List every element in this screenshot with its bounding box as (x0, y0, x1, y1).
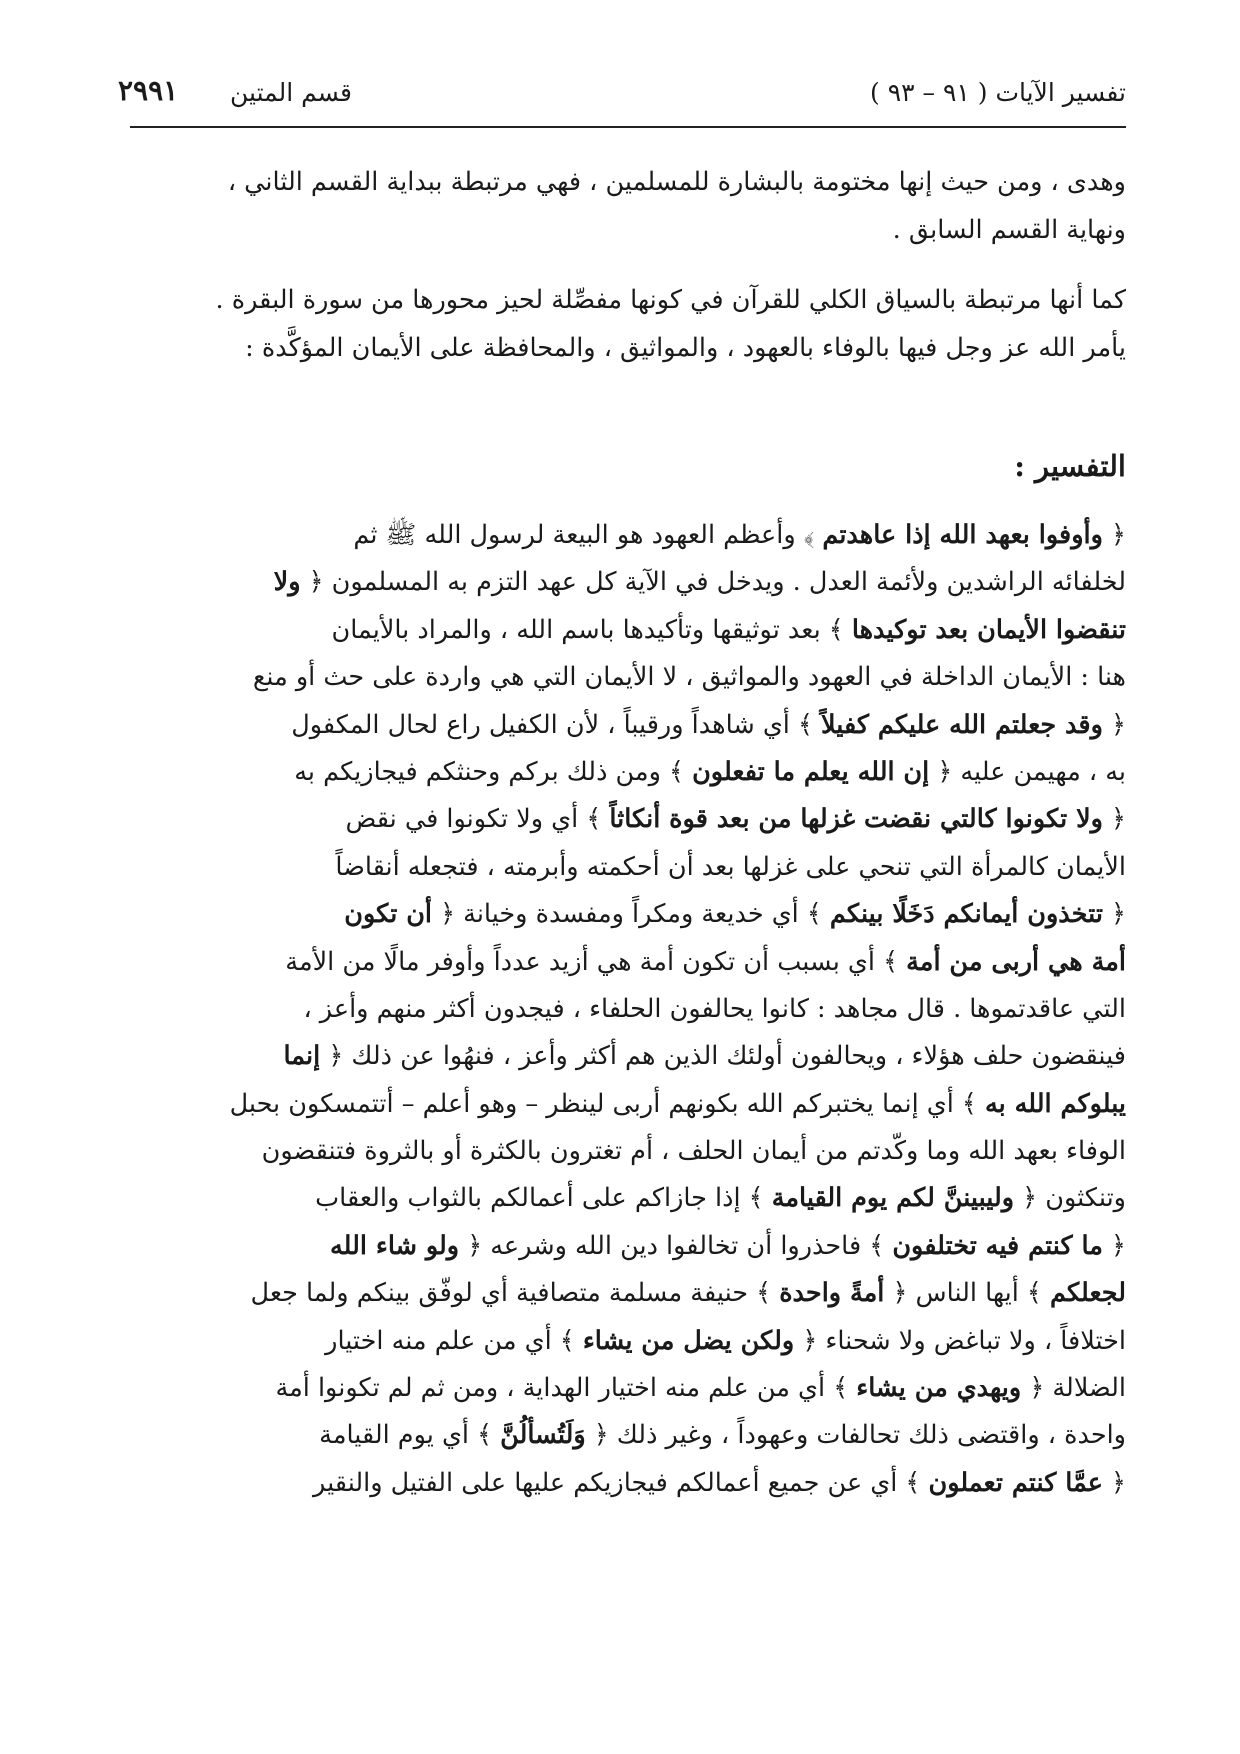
commentary-text: فينقضون حلف هؤلاء ، ويحالفون أولئك الذين هم أكثر وأعز ، فنهُوا عن ذلك ﴿ (320, 1041, 1126, 1072)
commentary-text: به ، مهيمن عليه ﴿ (929, 756, 1126, 787)
quran-text: ويهدي من يشاء (856, 1373, 1022, 1404)
commentary-text: هنا : الأيمان الداخلة في العهود والمواثيق ، لا الأيمان التي هي واردة على حث أو منع (252, 662, 1126, 693)
commentary-text: ﴾ أي عن جميع أعمالكم فيجازيكم عليها على الفتيل والنقير (313, 1467, 929, 1498)
text-line (118, 1128, 1126, 1175)
quran-text: إن الله يعلم ما تفعلون (692, 756, 930, 787)
text-line (118, 702, 1126, 749)
commentary-text: لخلفائه الراشدين ولأئمة العدل . ويدخل في الآية كل عهد التزم به المسلمون ﴿ (300, 567, 1126, 598)
text-line (118, 1365, 1126, 1412)
quran-text: وليبيننَّ لكم يوم القيامة (771, 1183, 1015, 1214)
commentary-text: ﴾ أيها الناس ﴿ (884, 1278, 1050, 1309)
commentary-text: الوفاء بعهد الله وما وكّدتم من أيمان الحلف ، أم تغترون بالكثرة أو بالثروة فتنقضون (261, 1136, 1126, 1167)
commentary-text: واحدة ، واقتضى ذلك تحالفات وعهوداً ، وغير ذلك ﴿ (585, 1420, 1126, 1451)
text-line (118, 986, 1126, 1033)
text-line (118, 1412, 1126, 1459)
quran-text: عمَّا كنتم تعملون (928, 1467, 1103, 1498)
text-line (118, 512, 1126, 559)
commentary-text: ﴾ أي شاهداً ورقيباً ، لأن الكفيل راع لحال المكفول (291, 709, 822, 740)
commentary-text: التي عاقدتموها . قال مجاهد : كانوا يحالفون الحلفاء ، فيجدون أكثر منهم وأعز ، (303, 993, 1126, 1024)
text-line (118, 749, 1126, 796)
text-line (118, 1460, 1126, 1507)
tafsir-body (118, 512, 1126, 1507)
commentary-text: ﴿ (1102, 1467, 1126, 1498)
commentary-text: وتنكثون ﴿ (1014, 1183, 1126, 1214)
commentary-text: ﴾ أي من علم منه اختيار (325, 1325, 583, 1356)
commentary-text: ﴾ أي إنما يختبركم الله بكونهم أربى لينظر – وهو أعلم – أتتمسكون بحبل (229, 1088, 985, 1119)
text-line (118, 844, 1126, 891)
text-line: وهدى ، ومن حيث إنها مختومة بالبشارة للمسلمين ، فهي مرتبطة ببداية القسم الثاني ، (227, 167, 1126, 197)
commentary-text: ﴾ أي ولا تكونوا في نقض (345, 804, 610, 835)
text-line (118, 1270, 1126, 1317)
text-line (118, 1175, 1126, 1222)
commentary-text: اختلافاً ، ولا تباغض ولا شحناء ﴿ (794, 1325, 1126, 1356)
text-line (118, 607, 1126, 654)
text-line (118, 654, 1126, 701)
quran-text: تتخذون أيمانكم دَخَلًا بينكم (829, 899, 1103, 930)
quran-text: أن تكون (344, 899, 433, 930)
commentary-text: ﴾ أي يوم القيامة (319, 1420, 501, 1451)
commentary-text: ﴿ (1102, 520, 1126, 550)
quran-text: وقد جعلتم الله عليكم كفيلاً (821, 709, 1103, 740)
text-line (118, 1033, 1126, 1080)
commentary-text: ﴾ إذا جازاكم على أعمالكم بالثواب والعقاب (315, 1183, 772, 1214)
quran-text: ولو شاء الله (330, 1230, 460, 1261)
commentary-text: ﴿ (1102, 804, 1126, 835)
text-line (118, 1223, 1126, 1270)
text-line (118, 891, 1126, 938)
page-header (118, 72, 1126, 124)
text-line (118, 796, 1126, 843)
text-line: ونهاية القسم السابق . (892, 215, 1126, 245)
quran-text: ولا تكونوا كالتي نقضت غزلها من بعد قوة أنكاثاً (609, 804, 1103, 835)
quran-text: وأوفوا بعهد الله إذا عاهدتم (822, 520, 1103, 550)
commentary-text: الضلالة ﴿ (1021, 1373, 1126, 1404)
quran-text: تنقضوا الأيمان بعد توكيدها (851, 614, 1126, 645)
text-line (118, 939, 1126, 986)
text-line (118, 1318, 1126, 1365)
commentary-text: ﴾ أي خديعة ومكراً ومفسدة وخيانة ﴿ (432, 899, 830, 930)
text-line (118, 1081, 1126, 1128)
commentary-text: ﴿ (1102, 1230, 1126, 1261)
commentary-text: ﴿ (1102, 899, 1126, 930)
commentary-text: ﴾ وأعظم العهود هو البيعة لرسول الله ﷺ ثم (353, 520, 823, 550)
commentary-text: ﴾ فاحذروا أن تخالفوا دين الله وشرعه ﴿ (459, 1230, 893, 1261)
quran-text: وَلَتُسألُنَّ (500, 1420, 586, 1451)
quran-text: إنما (283, 1041, 321, 1072)
section-heading: التفسير : (1014, 449, 1126, 483)
quran-text: ولكن يضل من يشاء (582, 1325, 795, 1356)
page-number: ٢٩٩١ (118, 74, 179, 107)
text-line (118, 559, 1126, 606)
running-title: تفسير الآيات ( ٩١ – ٩٣ ) (870, 78, 1126, 107)
commentary-text: الأيمان كالمرأة التي تنحي على غزلها بعد أن أحكمته وأبرمته ، فتجعله أنقاضاً (335, 851, 1126, 882)
commentary-text: ﴾ حنيفة مسلمة متصافية أي لوفّق بينكم ولما جعل (250, 1278, 780, 1309)
section-title: قسم المتين (230, 78, 352, 107)
quran-text: ما كنتم فيه تختلفون (892, 1230, 1103, 1261)
quran-text: لجعلكم (1049, 1278, 1126, 1309)
commentary-text: ﴾ بعد توثيقها وتأكيدها باسم الله ، والمراد بالأيمان (331, 614, 852, 645)
commentary-text: ﴾ أي بسبب أن تكون أمة هي أزيد عدداً وأوفر مالًا من الأمة (285, 946, 907, 977)
header-rule (130, 126, 1126, 128)
quran-text: أمةً واحدة (779, 1278, 885, 1309)
text-line: كما أنها مرتبطة بالسياق الكلي للقرآن في كونها مفصِّلة لحيز محورها من سورة البقرة . (215, 285, 1126, 315)
commentary-text: ﴾ ومن ذلك بركم وحنثكم فيجازيكم به (294, 756, 693, 787)
intro-paragraph-1 (118, 158, 1126, 254)
commentary-text: ﴾ أي من علم منه اختيار الهداية ، ومن ثم لم تكونوا أمة (275, 1373, 857, 1404)
commentary-text: ﴿ (1102, 709, 1126, 740)
quran-text: ولا (273, 567, 301, 598)
intro-paragraph-2 (118, 276, 1126, 372)
text-line: يأمر الله عز وجل فيها بالوفاء بالعهود ، والمواثيق ، والمحافظة على الأيمان المؤكَّدة : (245, 333, 1126, 363)
quran-text: يبلوكم الله به (984, 1088, 1126, 1119)
quran-text: أمة هي أربى من أمة (906, 946, 1126, 977)
